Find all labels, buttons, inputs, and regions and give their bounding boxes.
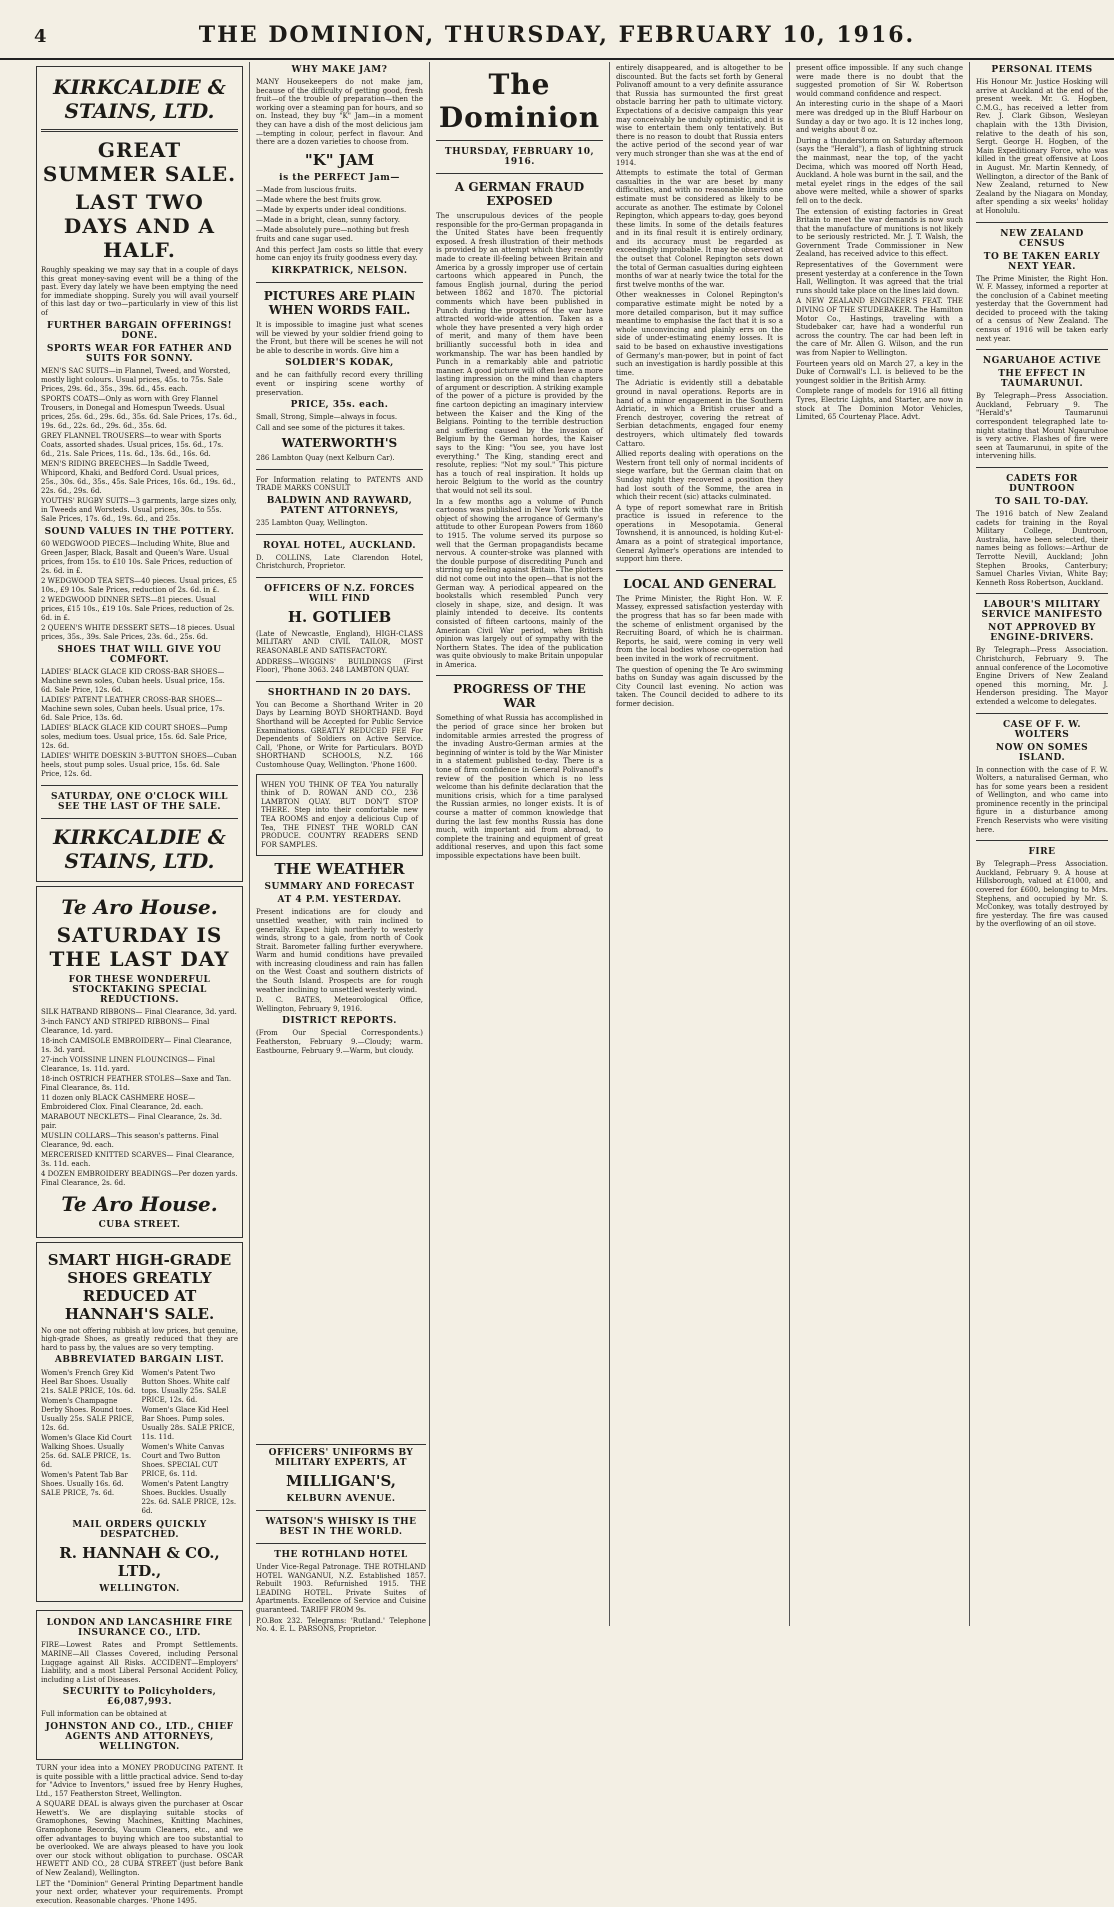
- personal-body: His Honour Mr. Justice Hosking will arrive at Auckland at the end of the present week. Mr. G. Hogben, C.M.G., has received a letter from Rev. J. Clark Gibson, Wesleyan chaplain with the 13th Division, relative to the death of his son, Sergt. George H. Hogben, of the Main Expeditionary Force, who was killed in the great offensive at Loos in August. Mr. Martin Kennedy, of Wellington, a director of the Bank of New Zealand, returned to New Zealand by the Niagara on Monday, after spending a six weeks' holiday at Honolulu.: [976, 78, 1108, 215]
- kirkpatrick: KIRKPATRICK, NELSON.: [271, 265, 408, 276]
- gotlieb-addr: ADDRESS—WIGGINS' BUILDINGS (First Floor), 'Phone 3063. 248 LAMBTON QUAY.: [256, 657, 423, 675]
- hotel-text: Under Vice-Regal Patronage. THE ROTHLAND HOTEL WANGANUI, N.Z. Established 1857. Rebuilt 1903. Refurnished 1915. THE LEADING HOTEL. Private Suites of Apartments. Excellence of Service and Cuisine guaranteed. TARIFF FROM 9s.: [256, 1563, 426, 1614]
- census-title: NEW ZEALAND CENSUS: [1000, 228, 1084, 249]
- money-ad: TURN your idea into a MONEY PRODUCING PATENT. It is quite possible with a little practical advice. Send to-day for "Advice to Inventors," issued free by Henry Hughes, Ltd., 157 Featherston Street, Wellington.: [36, 1763, 243, 1798]
- list-item: 60 WEDGWOOD PIECES—Including White, Blue and Green Jasper, Black, Basalt and Queen's Ware. Usual prices, from 15s. to £10 10s. Sale Prices, reduction of 2s. 6d. in £.: [41, 539, 233, 575]
- allied-body: Allied reports dealing with operations on the Western front tell only of normal incidents of siege warfare, but the German claim that on Sunday night they recovered a position they had lost south of the Somme, the area in which their recent (sic) attacks culminated.: [616, 450, 783, 502]
- ngaruahoe-body: By Telegraph—Press Association. Auckland, February 9. The "Herald's" Taumarunui correspondent telegraphed late to-night stating that Mount Ngauruhoe is very active. Flashes of fire were seen at Taumarunui, in spite of the intervening hills.: [976, 392, 1108, 461]
- full-info: Full information can be obtained at: [41, 1710, 167, 1719]
- kjam-close: And this perfect Jam costs so little that every home can enjoy its fruity goodness every day.: [256, 245, 423, 263]
- column-advertisements-1: [30, 62, 250, 1905]
- gotlieb: H. GOTLIEB: [287, 607, 392, 626]
- hannah-intro: No one not offering rubbish at low prices, but genuine, high-grade Shoes, as greatly reduced that they are hard to pass by, the values are so very tempting.: [41, 1326, 238, 1352]
- sports-list: [41, 367, 238, 524]
- column-news-2: [790, 62, 970, 1626]
- census-body: The Prime Minister, the Right Hon. W. F. Massey, informed a reporter at the conclusion of a Cabinet meeting yesterday that the Government had decided to proceed with the taking of a census of New Zealand. The census of 1916 will be taken early next year.: [976, 274, 1108, 343]
- local-title: LOCAL AND GENERAL: [623, 576, 776, 591]
- list-item: 27-inch VOISSINE LINEN FLOUNCINGS— Final Clearance, 1s. 11d. yard.: [41, 1055, 215, 1073]
- page-number: 4: [34, 26, 47, 47]
- pictures-head: PICTURES ARE PLAIN WHEN WORDS FAIL.: [263, 288, 416, 317]
- list-item: LADIES' BLACK GLACE KID CROSS-BAR SHOES—Machine sewn soles, Cuban heels. Usual price, 15s. 6d. Sale Price, 12s. 6d.: [41, 667, 225, 694]
- milligan-addr: KELBURN AVENUE.: [286, 1494, 396, 1504]
- saturday-close: SATURDAY, ONE O'CLOCK WILL SEE THE LAST OF THE SALE.: [51, 791, 228, 812]
- patent-name: BALDWIN AND RAYWARD, PATENT ATTORNEYS,: [266, 496, 413, 517]
- progress-body: Something of what Russia has accomplished in the period of grace since her broken but indomitable armies arrested the progress of the invading Austro-German armies at the beginning of winter is told by the War Minister in a statement published to-day. There is a tone of firm confidence in General Polivanoff's review of the position which is no less welcome than his definite declaration that the munitions crisis, which for a time paralysed the Russian armies, no longer exists. It is of course a matter of common knowledge that during the last few months Russia has done much, with important aid from abroad, to complete the training and equipment of great additional reserves, and upon this fact some impossible expectations have been built.: [436, 714, 603, 860]
- list-item: SPORTS COATS—Only as worn with Grey Flannel Trousers, in Donegal and Homespun Tweeds. Usual prices, 25s. 6d., 29s. 6d., 35s. 6d. Sale Prices, 17s. 6d., 19s. 6d., 22s. 6d., 29s. 6d., 35s. 6d.: [41, 394, 237, 430]
- dominion-logo: The Dominion: [438, 68, 601, 134]
- cadets-title: CADETS FOR DUNTROON: [1006, 474, 1078, 494]
- list-item: —Made by experts under ideal conditions.: [256, 205, 407, 214]
- cadets-body: The 1916 batch of New Zealand cadets for training in the Royal Military College, Duntroon, Australia, have been selected, their names being as follows:—Arthur de Terrotte Nevill, Auckland; John Stephen Brooks, Canterbury; Samuel Charles Vivian, White Bay; Kenneth Ross Robertson, Auckland.: [976, 510, 1108, 587]
- pictures-text: It is impossible to imagine just what scenes will be viewed by your soldier friend going to the Front, but there will be scenes he will not be able to describe in words. Give him a: [256, 320, 423, 355]
- officers-head: OFFICERS OF N.Z. FORCES WILL FIND: [264, 583, 415, 604]
- list-item: Women's Glace Kid Heel Bar Shoes. Pump soles. Usually 28s. SALE PRICE, 11s. 11d.: [141, 1406, 235, 1442]
- wolters-title: CASE OF F. W. WOLTERS: [1002, 719, 1082, 740]
- list-item: Women's Patent Langtry Shoes. Buckles. Usually 22s. 6d. SALE PRICE, 12s. 6d.: [141, 1480, 237, 1516]
- gotlieb-sub: (Late of Newcastle, England), HIGH-CLASS MILITARY AND CIVIL TAILOR, MOST REASONABLE AND SATISFACTORY.: [256, 629, 423, 656]
- waterworth-addr: 286 Lambton Quay (next Kelburn Car).: [256, 454, 395, 463]
- kirkcaldie-logo: KIRKCALDIE & STAINS, LTD.: [53, 75, 226, 123]
- shorthand-text: You can Become a Shorthand Writer in 20 Days by Learning BOYD SHORTHAND. Boyd Shorthand will be Accepted for Public Service Examinations. GREATLY REDUCED FEE For Dependents of Soldiers on Active Service. Call, 'Phone, or Write for Particulars. BOYD SHORTHAND SCHOOLS, N.Z. 166 Customhouse Quay, Wellington. 'Phone 1600.: [256, 700, 423, 769]
- local-body: The Prime Minister, the Right Hon. W. F. Massey, expressed satisfaction yesterday with the progress that has so far been made with the scheme of enlistment organised by the Recruiting Board, of which he is chairman. Reports, he said, were coming in very well from the local bodies whose co-operation had been invited in the work of recruitment.: [616, 594, 783, 663]
- list-item: 2 WEDGWOOD DINNER SETS—81 pieces. Usual prices, £15 10s., £19 10s. Sale Prices, reduction of 2s. 6d. in £.: [41, 595, 235, 622]
- kodak-price: PRICE, 35s. each.: [290, 400, 389, 411]
- list-item: 18-inch CAMISOLE EMBROIDERY— Final Clearance, 1s. 3d. yard.: [41, 1036, 232, 1054]
- hannah-ad: [36, 1242, 243, 1603]
- milligan-name: MILLIGAN'S,: [285, 1472, 396, 1490]
- further-bargains: FURTHER BARGAIN OFFERINGS! DONE.: [46, 320, 233, 341]
- list-item: SILK HATBAND RIBBONS— Final Clearance, 3d. yard.: [41, 1007, 237, 1016]
- article-body: The unscrupulous devices of the people responsible for the pro-German propaganda in the United States have been frequently exposed. A fresh illustration of their methods is provided by an attempt which they recently made to create ill-feeling between Britain and America by a grossly improper use of certain cartoons which appeared in Punch, the famous English journal, during the period between 1862 and 1870. The pictorial comments which have been published in Punch during the progress of the war have attracted world-wide attention. Taken as a whole they have presented a very high order of merit, and many of them have been brilliantly successful both in idea and workmanship. The war has been handled by Punch in a remarkably able and patriotic manner. A good picture will often leave a more lasting impression on the mind than chapters of argument or description. A striking example of the power of a picture is provided by the fine cartoon depicting an imaginary interview between the Kaiser and the King of the Belgians. Pointing to the terrible destruction and suffering caused by the invasion of Belgium by the German hordes, the Kaiser says to the King: "You see, you have lost everything." The King, standing erect and resolute, replies: "Not my soul." This picture has a touch of real inspiration. It holds up heroic Belgium to the world as the country that would not sell its soul.: [436, 212, 603, 495]
- kjam-title: "K" JAM: [304, 150, 375, 169]
- square-deal: A SQUARE DEAL is always given the purchaser at Oscar Hewett's. We are displaying suitable stocks of Gramophones, Sewing Machines, Knitting Machines, Gramophone Records, Vacuum Cleaners, etc., and we offer advantages to buying which are too substantial to be overlooked. We are always pleased to have you look over our stock without obligation to purchase. OSCAR HEWETT AND CO., 28 CUBA STREET (just before Bank of New Zealand), Wellington.: [36, 1800, 243, 1878]
- column-news-1: [610, 62, 790, 1626]
- insurance-text: FIRE—Lowest Rates and Prompt Settlements. MARINE—All Classes Covered, including Personal Luggage against All Risks. ACCIDENT—Employers' Liability, and a most Liberal Personal Accident Policy, including a List of Diseases.: [41, 1641, 238, 1684]
- hotel-name: THE ROTHLAND HOTEL: [274, 1550, 408, 1560]
- mail-orders: MAIL ORDERS QUICKLY DESPATCHED.: [72, 1520, 207, 1541]
- adriatic-body: The Adriatic is evidently still a debatable ground in naval operations. Reports are in hand of a minor engagement in the Southern Adriatic, in which a British cruiser and a French destroyer, covering the retreat of Serbian detachments, engaged four enemy destroyers, which ultimately fled towards Cattaro.: [616, 379, 783, 448]
- kjam-sub: is the PERFECT Jam—: [279, 172, 400, 183]
- col5-body-5: Representatives of the Government were present yesterday at a conference in the Town Hall, Wellington. It was agreed that the trial runs should take place on the lines laid down.: [796, 261, 963, 295]
- col5-body-7: Fourteen years old on March 27, a key in the Duke of Cornwall's L.I. is believed to be the youngest soldier in the British Army.: [796, 359, 963, 385]
- aro-list: [41, 1008, 238, 1188]
- list-item: —Made where the best fruits grow.: [256, 195, 382, 204]
- agents-name: JOHNSTON AND CO., LTD., CHIEF AGENTS AND ATTORNEYS, WELLINGTON.: [45, 1721, 234, 1752]
- report-body: A type of report somewhat rare in British practice is issued in reference to the operations in Mesopotamia. General Townshend, it is announced, is holding Kut-el-Amara as a point of strategical importance, General Aylmer's operations are intended to support him there.: [616, 503, 783, 564]
- sale-title: GREAT SUMMER SALE.: [42, 138, 237, 186]
- labour-body: By Telegraph—Press Association. Christchurch, February 9. The annual conference of the Locomotive Engine Drivers of New Zealand opened this morning, Mr. J. Henderson presiding. The Mayor extended a welcome to delegates.: [976, 646, 1108, 706]
- newspaper-header: THE DOMINION, THURSDAY, FEBRUARY 10, 1916.: [198, 22, 916, 48]
- weather-heading: THE WEATHER: [274, 860, 405, 879]
- hannah-heading: SMART HIGH-GRADE SHOES GREATLY REDUCED AT HANNAH'S SALE.: [47, 1250, 232, 1323]
- issue-date: THURSDAY, FEBRUARY 10, 1916.: [444, 147, 595, 167]
- col4-body-3: Other weaknesses in Colonel Repington's comparative estimate might be noted by a more detailed comparison, but it may suffice meantime to emphasise the fact that it is so a whole unconvincing and plainly errs on the side of under-estimating enemy losses. It is said to be based on exhaustive investigations of Germany's man-power, but in point of fact such an investigation is hardly possible at this time.: [616, 291, 783, 377]
- hannah-name: R. HANNAH & CO., LTD.,: [59, 1544, 220, 1581]
- weather-time: AT 4 P.M. YESTERDAY.: [277, 895, 402, 906]
- ngaruahoe-title: NGARUAHOE ACTIVE: [982, 356, 1102, 367]
- ngaruahoe-sub: THE EFFECT IN TAUMARUNUI.: [998, 369, 1086, 390]
- kjam-points: [256, 186, 423, 244]
- security: SECURITY to Policyholders, £6,087,993.: [62, 1687, 217, 1708]
- list-item: —Made absolutely pure—nothing but fresh fruits and cane sugar used.: [256, 225, 409, 243]
- dominion-ad: LET the "Dominion" General Printing Department handle your next order, whatever your requirements. Prompt execution. Reasonable charges. 'Phone 1495.: [36, 1879, 243, 1905]
- list-item: LADIES' BLACK GLACE KID COURT SHOES—Pump soles, medium toes. Usual price, 15s. 6d. Sale Price, 12s. 6d.: [41, 723, 228, 750]
- wolters-sub: NOW ON SOMES ISLAND.: [995, 742, 1089, 763]
- list-item: Women's White Canvas Court and Two Button Shoes. SPECIAL CUT PRICE, 6s. 11d.: [141, 1443, 225, 1479]
- list-item: Women's Glace Kid Court Walking Shoes. Usually 25s. 6d. SALE PRICE, 1s. 6d.: [41, 1434, 132, 1470]
- list-item: 11 dozen only BLACK CASHMERE HOSE—Embroidered Clox. Final Clearance, 2d. each.: [41, 1093, 204, 1111]
- list-item: GREY FLANNEL TROUSERS—to wear with Sports Coats, assorted shades. Usual prices, 15s. 6d., 17s. 6d., 21s. Sale Prices, 11s. 6d., 13s. 6d., 16s. 6d.: [41, 431, 224, 458]
- patent-addr: 235 Lambton Quay, Wellington.: [256, 519, 368, 528]
- wolters-body: In connection with the case of F. W. Wolters, a naturalised German, who has for some years been a resident of Wellington, and who came into prominence recently in the principal figure in a disturbance among French Reservists who were visiting here.: [976, 765, 1108, 834]
- saturday-title: SATURDAY IS THE LAST DAY: [49, 922, 230, 971]
- list-item: Women's Patent Tab Bar Shoes. Usually 16s. 6d. SALE PRICE, 7s. 6d.: [41, 1471, 128, 1498]
- list-item: 2 QUEEN'S WHITE DESSERT SETS—18 pieces. Usual prices, 35s., 39s. Sale Prices, 23s. 6d., 25s. 6d.: [41, 623, 235, 641]
- insurance-ad: [36, 1610, 243, 1760]
- list-item: —Made in a bright, clean, sunny factory.: [256, 215, 400, 224]
- col5-body-2: An interesting curio in the shape of a Maori mere was dredged up in the Bluff Harbour on Sunday a day or two ago. It is 12 inches long, and weighs about 8 oz.: [796, 100, 963, 135]
- kirkcaldie-ad: [36, 66, 243, 882]
- col5-body-6: A NEW ZEALAND ENGINEER'S FEAT. THE DIVING OF THE STUDEBAKER. The Hamilton Motor Co., Hastings, traveling with a Studebaker car, have had a wonderful run across the country. The car had been left in the care of Mr. Allen G. Wilson, and the run was from Napier to Wellington.: [796, 297, 963, 357]
- tea-ad: WHEN YOU THINK OF TEA You naturally think of D. ROWAN AND CO., 236 LAMBTON QUAY. BUT DON'T STOP THERE. Step into their comfortable new TEA ROOMS and enjoy a delicious Cup of Tea, THE FINEST THE WORLD CAN PRODUCE. COUNTRY READERS SEND FOR SAMPLES.: [256, 774, 423, 857]
- stocktaking: FOR THESE WONDERFUL STOCKTAKING SPECIAL REDUCTIONS.: [68, 974, 211, 1005]
- kodak-text: and he can faithfully record every thrilling event or inspiring scene worthy of preservation.: [256, 371, 423, 397]
- list-item: MEN'S SAC SUITS—in Flannel, Tweed, and Worsted, mostly light colours. Usual prices, 45s. to 75s. Sale Prices, 29s. 6d., 35s., 39s. 6d., 45s. each.: [41, 366, 231, 393]
- column-editorial: [430, 62, 610, 1626]
- list-item: Women's French Grey Kid Heel Bar Shoes. Usually 21s. SALE PRICE, 10s. 6d.: [41, 1369, 136, 1396]
- list-item: 3-inch FANCY AND STRIPED RIBBONS— Final Clearance, 1d. yard.: [41, 1017, 210, 1035]
- te-aro-logo-2: Te Aro House.: [61, 1191, 218, 1216]
- te-aro-house-ad: [36, 886, 243, 1238]
- list-item: LADIES' WHITE DOESKIN 3-BUTTON SHOES—Cuban heels, stout pump soles. Usual price, 15s. 6d. Sale Price, 12s. 6d.: [41, 751, 237, 778]
- district-head: DISTRICT REPORTS.: [282, 1016, 397, 1027]
- kodak-call: Call and see some of the pictures it takes.: [256, 423, 405, 432]
- personal-title: PERSONAL ITEMS: [991, 65, 1093, 75]
- census-sub: TO BE TAKEN EARLY NEXT YEAR.: [983, 251, 1101, 272]
- col5-body-4: The extension of existing factories in Great Britain to meet the war demands is now such that the manufacture of munitions is not likely to be seriously restricted. Mr. J. T. Walsh, the Government Trade Commissioner in New Zealand, has received advice to this effect.: [796, 207, 963, 259]
- list-item: MARABOUT NECKLETS— Final Clearance, 2s. 3d. pair.: [41, 1112, 222, 1130]
- col5-body-3: During a thunderstorm on Saturday afternoon (says the "Herald"), a flash of lightning struck the mainmast, near the top, of the yacht Decima, which was moored off North Head, Auckland. A hole was burnt in the sail, and the metal eyelet rings in the edges of the sail above were melted, while a shower of sparks fell on to the deck.: [796, 136, 963, 205]
- column-advertisements-2: [250, 62, 430, 1626]
- shoes-list: [41, 668, 238, 779]
- col4-body: entirely disappeared, and is altogether to be discounted. But the facts set forth by General Polivanoff amount to a very definite assurance that Russia has surmounted the first great obstacle barring her path to ultimate victory. Expectations of a decisive campaign this year may conceivably be unduly optimistic, and it is wise to entertain them only tentatively. But there is no reason to doubt that Russia enters the active period of the second year of war very much stronger than she was at the end of 1914.: [616, 64, 783, 167]
- bottom-ads: [256, 1444, 426, 1634]
- list-item: 2 WEDGWOOD TEA SETS—40 pieces. Usual prices, £5 10s., £9 10s. Sale Prices, reduction of 2s. 6d. in £.: [41, 576, 237, 594]
- weather-sig: D. C. BATES, Meteorological Office, Wellington, February 9, 1916.: [256, 996, 423, 1013]
- cadets-sub: TO SAIL TO-DAY.: [995, 497, 1089, 507]
- shorthand-head: SHORTHAND IN 20 DAYS.: [267, 687, 412, 698]
- col5-body-8: Complete range of models for 1916 all fitting Tyres, Electric Lights, and Starter, are now in stock at The Dominion Motor Vehicles, Limited, 65 Courtenay Place. Advt.: [796, 387, 963, 422]
- pottery-list: [41, 540, 238, 642]
- te-aro-logo: Te Aro House.: [61, 894, 218, 919]
- list-item: LADIES' PATENT LEATHER CROSS-BAR SHOES—Machine sewn soles, Cuban heels. Usual price, 17s. 6d. Sale Price, 13s. 6d.: [41, 695, 225, 722]
- progress-title: PROGRESS OF THE WAR: [453, 682, 586, 711]
- list-item: 18-inch OSTRICH FEATHER STOLES—Saxe and Tan. Final Clearance, 8s. 11d.: [41, 1074, 232, 1092]
- insurance-name: LONDON AND LANCASHIRE FIRE INSURANCE CO., LTD.: [46, 1618, 233, 1639]
- sale-intro: Roughly speaking we may say that in a couple of days this great money-saving event will be a thing of the past. Every day lately we have been emptying the need for immediate shopping. Surely you will avail yourself of this last day or two—particularly in view of this list of: [41, 266, 238, 317]
- kodak-sub: Small, Strong, Simple—always in focus.: [256, 413, 398, 422]
- whisky-ad: WATSON'S WHISKY IS THE BEST IN THE WORLD.: [265, 1517, 417, 1537]
- list-item: Women's Champagne Derby Shoes. Round toes. Usually 25s. SALE PRICE, 12s. 6d.: [41, 1397, 135, 1433]
- fire-body: By Telegraph—Press Association. Auckland, February 9. A house at Hillsborough, valued at £1000, and covered for £600, belonging to Mrs. Stephens, and occupied by Mr. S. McConkey, was totally destroyed by fire yesterday. The fire was caused by the overflowing of an oil stove.: [976, 860, 1108, 929]
- waterworth: WATERWORTH'S: [281, 436, 398, 451]
- weather-text: Present indications are for cloudy and unsettled weather, with rain inclined to generally. Expect high northerly to westerly winds, strong to a gale, from north of Cook Strait. Barometer falling further everywhere. Warm and humid conditions have prevailed with increasing cloudiness and rain has fallen on the West Coast and southern districts of the South Island. Prospects are for rough weather inclining to unsettled westerly wind.: [256, 908, 423, 994]
- sale-subtitle: LAST TWO DAYS AND A HALF.: [63, 190, 216, 262]
- list-item: 4 DOZEN EMBROIDERY BEADINGS—Per dozen yards. Final Clearance, 2s. 6d.: [41, 1169, 238, 1187]
- hotel-contact: P.O.Box 232. Telegrams: 'Rutland.' Telephone No. 4. E. L. PARSONS, Proprietor.: [256, 1616, 426, 1634]
- list-item: —Made from luscious fruits.: [256, 185, 357, 194]
- fire-title: FIRE: [1028, 847, 1056, 858]
- hannah-city: WELLINGTON.: [99, 1584, 180, 1595]
- jam-text: MANY Housekeepers do not make jam, because of the difficulty of getting good, fresh fruit—of the trouble of preparation—then the working over a steaming pan for hours, and so on. Instead, they buy "K" Jam—in a moment they can have a dish of the most delicious jam—tempting in colour, perfect in flavour. And there are a dozen varieties to choose from.: [256, 78, 423, 147]
- labour-sub: NOT APPROVED BY ENGINE-DRIVERS.: [988, 623, 1096, 644]
- aro-street: CUBA STREET.: [98, 1219, 181, 1230]
- kodak-title: SOLDIER'S KODAK,: [285, 358, 394, 369]
- weather-sub: SUMMARY AND FORECAST: [264, 882, 415, 893]
- col4-body-2: Attempts to estimate the total of German casualties in the war are beset by many difficulties, and with no reasonable limits one estimate must be considered as likely to be accurate as another. The estimate by Colonel Repington, which appears to-day, goes beyond these limits. In some of the details features and in its final result it is entirely ordinary, and its accuracy must be regarded as exceedingly improbable. It may be observed at the outset that Colonel Repington sets down the total of German casualties during eighteen months of war at nearly twice the total for the first twelve months of the war.: [616, 169, 783, 289]
- list-item: MUSLIN COLLARS—This season's patterns. Final Clearance, 9d. each.: [41, 1131, 219, 1149]
- masthead: [0, 0, 1114, 60]
- list-item: MEN'S RIDING BREECHES—In Saddle Tweed, Whipcord, Khaki, and Bedford Cord. Usual prices, 25s., 30s. 6d., 35s., 45s. Sale Prices, 16s. 6d., 19s. 6d., 22s. 6d., 29s. 6d.: [41, 459, 236, 495]
- district-text: (From Our Special Correspondents.) Featherston, February 9.—Cloudy; warm. Eastbourne, February 9.—Warm, but cloudy.: [256, 1029, 423, 1055]
- shoes-heading: SHOES THAT WILL GIVE YOU COMFORT.: [57, 644, 222, 665]
- royal-hotel: ROYAL HOTEL, AUCKLAND.: [262, 540, 417, 551]
- article-title: A GERMAN FRAUD EXPOSED: [454, 180, 585, 208]
- article-body-2: In a few months ago a volume of Punch cartoons was published in New York with the object of showing the arrogance of Germany's attitude to other European Powers from 1860 to 1915. The volume served its purpose so well that the German propagandists became nervous. A counter-stroke was planned with the double purpose of discrediting Punch and stirring up feeling against Britain. The plotters did not come out into the open—that is not the German way. A periodical appeared on the bookstalls which resembled Punch very closely in shape, size, and design. It was plainly intended to deceive. Its contents consisted of fifteen cartoons, mainly of the American Civil War period, when British opinion was largely out of sympathy with the Northern States. The idea of the publication was quite obviously to make Britain unpopular in America.: [436, 497, 603, 669]
- labour-title: LABOUR'S MILITARY SERVICE MANIFESTO: [981, 600, 1103, 621]
- patent-head: For Information relating to PATENTS AND TRADE MARKS CONSULT: [256, 475, 423, 493]
- jam-question: WHY MAKE JAM?: [291, 65, 388, 75]
- list-item: YOUTHS' RUGBY SUITS—3 garments, large sizes only, in Tweeds and Worsteds. Usual prices, 30s. to 55s. Sale Prices, 17s. 6d., 19s. 6d., and 25s.: [41, 496, 237, 523]
- local-body-2: The question of opening the Te Aro swimming baths on Sunday was again discussed by the City Council last evening. No action was taken. The Council decided to adhere to its former decision.: [616, 665, 783, 708]
- column-news-3: [970, 62, 1114, 1626]
- pottery-heading: SOUND VALUES IN THE POTTERY.: [44, 526, 235, 537]
- officers-ad: OFFICERS' UNIFORMS BY MILITARY EXPERTS, AT: [268, 1448, 414, 1468]
- royal-prop: D. COLLINS, Late Clarendon Hotel, Christchurch, Proprietor.: [256, 553, 423, 571]
- list-item: Women's Patent Two Button Shoes. White calf tops. Usually 25s. SALE PRICE, 12s. 6d.: [141, 1369, 230, 1405]
- list-item: MERCERISED KNITTED SCARVES— Final Clearance, 3s. 11d. each.: [41, 1150, 235, 1168]
- abbreviated: ABBREVIATED BARGAIN LIST.: [54, 1355, 225, 1366]
- sports-heading: SPORTS WEAR FOR FATHER AND SUITS FOR SONNY.: [46, 343, 233, 364]
- col5-body: present office impossible. If any such change were made there is no doubt that the suggested promotion of Sir W. Robertson would command confidence and respect.: [796, 64, 963, 98]
- kirkcaldie-logo-2: KIRKCALDIE & STAINS, LTD.: [53, 824, 226, 873]
